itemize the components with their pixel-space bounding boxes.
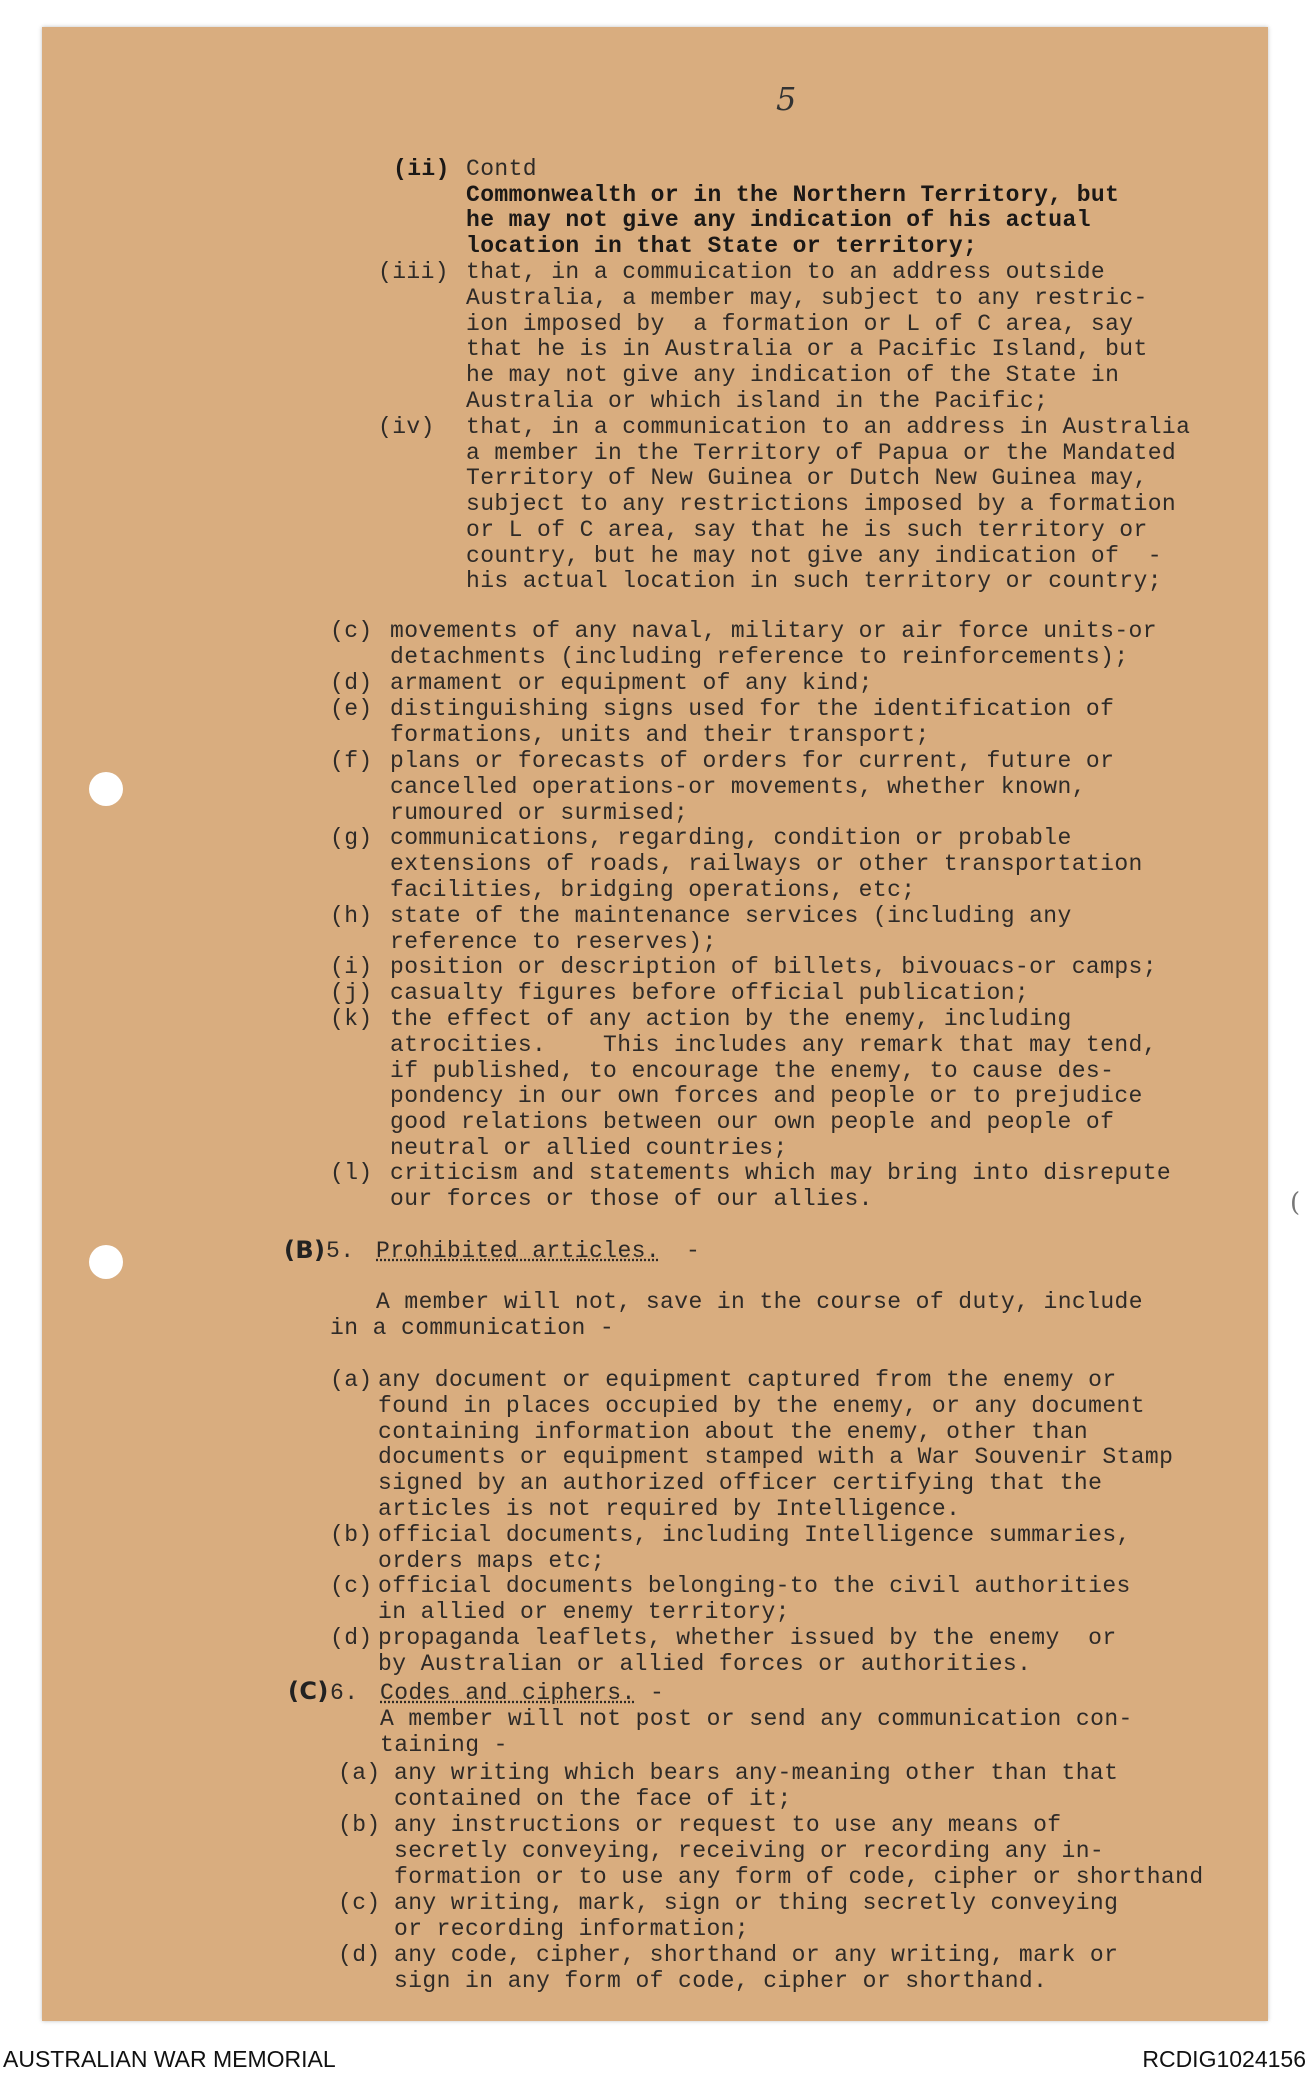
codes-item-line: sign in any form of code, cipher or shorthand. <box>394 1967 1048 1994</box>
prohibited-item-label: (b) <box>330 1522 373 1548</box>
punch-hole-top <box>89 772 123 806</box>
restricted-item-label: (f) <box>330 748 373 774</box>
prohibited-item-line: signed by an authorized officer certifying that the <box>378 1470 1103 1497</box>
para-iv-line: that, in a communication to an address in Australia <box>466 414 1191 440</box>
section-b-number: 5. <box>326 1238 355 1264</box>
restricted-item-line: rumoured or surmised; <box>390 799 689 826</box>
restricted-item-line: facilities, bridging operations, etc; <box>390 876 916 903</box>
prohibited-item-line: official documents belonging-to the civil authorities <box>378 1573 1131 1599</box>
codes-item-line: any writing which bears any-meaning other than that <box>394 1760 1119 1786</box>
prohibited-item-line: documents or equipment stamped with a War Souvenir Stamp <box>378 1444 1174 1471</box>
section-c-intro-line: taining - <box>380 1732 508 1758</box>
codes-item-label: (d) <box>338 1942 381 1968</box>
prohibited-item-line: articles is not required by Intelligence. <box>378 1496 961 1522</box>
restricted-item-label: (g) <box>330 825 373 851</box>
para-iii-line: Australia or which island in the Pacific; <box>466 388 1049 414</box>
section-b-hand-label: (B) <box>284 1236 326 1264</box>
para-iv-line: Territory of New Guinea or Dutch New Guinea may, <box>466 465 1148 492</box>
codes-item-line: formation or to use any form of code, cipher or shorthand <box>394 1863 1204 1890</box>
para-ii-line: he may not give any indication of his actual <box>466 207 1091 233</box>
codes-item-line: or recording information; <box>394 1915 750 1942</box>
prohibited-item-line: orders maps etc; <box>378 1547 606 1574</box>
prohibited-item-line: containing information about the enemy, other than <box>378 1418 1089 1445</box>
para-ii-line: Commonwealth or in the Northern Territory, but <box>466 181 1120 208</box>
restricted-item-line: cancelled operations-or movements, whether known, <box>390 773 1086 800</box>
prohibited-item-label: (a) <box>330 1367 373 1393</box>
section-b-intro-line: A member will not, save in the course of duty, include <box>376 1289 1143 1315</box>
codes-item-label: (c) <box>338 1890 381 1916</box>
section-c-number: 6. <box>330 1680 359 1706</box>
page-number: 5 <box>776 80 797 118</box>
para-iv-line: country, but he may not give any indication of - <box>466 542 1162 569</box>
restricted-item-line: state of the maintenance services (including any <box>390 903 1072 929</box>
section-c-intro-line: A member will not post or send any communication con- <box>380 1706 1133 1732</box>
restricted-item-line: communications, regarding, condition or probable <box>390 825 1072 851</box>
section-b-heading-suffix: - <box>686 1238 701 1264</box>
restricted-item-line: reference to reserves); <box>390 928 717 955</box>
restricted-item-line: distinguishing signs used for the identification of <box>390 696 1115 722</box>
para-iii-line: he may not give any indication of the State in <box>466 362 1120 389</box>
restricted-item-label: (h) <box>330 903 373 929</box>
para-ii-label: (ii) <box>393 156 450 182</box>
para-ii-line: Contd <box>466 156 538 182</box>
para-iii-label: (iii) <box>378 259 450 285</box>
codes-item-label: (b) <box>338 1812 381 1838</box>
codes-item-line: any code, cipher, shorthand or any writing, mark or <box>394 1942 1119 1968</box>
restricted-item-line: the effect of any action by the enemy, including <box>390 1006 1072 1032</box>
restricted-item-line: our forces or those of our allies. <box>390 1185 873 1212</box>
restricted-item-line: plans or forecasts of orders for current, future or <box>390 748 1115 774</box>
footer-institution: AUSTRALIAN WAR MEMORIAL <box>3 2046 336 2072</box>
prohibited-item-label: (d) <box>330 1625 373 1651</box>
section-b-heading: Prohibited articles. <box>376 1238 661 1264</box>
prohibited-item-line: by Australian or allied forces or authorities. <box>378 1650 1032 1677</box>
restricted-item-line: pondency in our own forces and people or to prejudice <box>390 1083 1143 1110</box>
restricted-item-line: extensions of roads, railways or other transportation <box>390 850 1143 877</box>
para-iv-line: his actual location in such territory or country; <box>466 568 1162 595</box>
restricted-item-label: (d) <box>330 670 373 696</box>
prohibited-item-line: found in places occupied by the enemy, or any document <box>378 1392 1145 1419</box>
restricted-item-line: if published, to encourage the enemy, to cause des- <box>390 1057 1115 1084</box>
para-iv-line: or L of C area, say that he is such territory or <box>466 516 1148 543</box>
section-b-intro-line: in a communication - <box>330 1315 615 1341</box>
restricted-item-line: neutral or allied countries; <box>390 1135 788 1161</box>
codes-item-line: contained on the face of it; <box>394 1785 792 1812</box>
restricted-item-label: (k) <box>330 1006 373 1032</box>
restricted-item-line: movements of any naval, military or air force units-or <box>390 618 1157 644</box>
para-iv-line: subject to any restrictions imposed by a formation <box>466 491 1177 518</box>
restricted-item-line: casualty figures before official publication; <box>390 980 1030 1006</box>
footer-record-id: RCDIG1024156 <box>1142 2046 1306 2072</box>
para-iii-line: ion imposed by a formation or L of C area, say <box>466 310 1134 337</box>
restricted-item-label: (j) <box>330 980 373 1006</box>
section-c-heading-suffix: - <box>650 1680 665 1706</box>
restricted-item-line: criticism and statements which may bring into disrepute <box>390 1160 1172 1186</box>
restricted-item-label: (c) <box>330 618 373 644</box>
restricted-item-label: (i) <box>330 954 373 980</box>
codes-item-line: any writing, mark, sign or thing secretly conveying <box>394 1890 1119 1916</box>
prohibited-item-line: any document or equipment captured from the enemy or <box>378 1367 1117 1393</box>
para-iii-line: that, in a commuication to an address outside <box>466 259 1106 285</box>
para-iii-line: that he is in Australia or a Pacific Island, but <box>466 336 1148 363</box>
para-iii-line: Australia, a member may, subject to any restric- <box>466 284 1148 311</box>
restricted-item-label: (e) <box>330 696 373 722</box>
codes-item-line: any instructions or request to use any means of <box>394 1812 1062 1838</box>
pen-mark: ( <box>1290 1188 1301 1218</box>
punch-hole-bottom <box>89 1245 123 1279</box>
restricted-item-line: detachments (including reference to reinforcements); <box>390 643 1129 670</box>
prohibited-item-line: official documents, including Intelligence summaries, <box>378 1522 1131 1548</box>
restricted-item-label: (l) <box>330 1160 373 1186</box>
section-c-heading: Codes and ciphers. <box>380 1680 636 1706</box>
restricted-item-line: position or description of billets, bivouacs-or camps; <box>390 954 1157 980</box>
prohibited-item-line: in allied or enemy territory; <box>378 1598 790 1625</box>
restricted-item-line: good relations between our own people and people of <box>390 1109 1115 1136</box>
para-ii-line: location in that State or territory; <box>466 232 978 259</box>
restricted-item-line: armament or equipment of any kind; <box>390 670 873 696</box>
section-c-hand-label: (C) <box>288 1677 329 1705</box>
codes-item-label: (a) <box>338 1760 381 1786</box>
prohibited-item-line: propaganda leaflets, whether issued by the enemy or <box>378 1625 1117 1651</box>
para-iv-label: (iv) <box>378 414 435 440</box>
restricted-item-line: atrocities. This includes any remark that may tend, <box>390 1031 1157 1058</box>
restricted-item-line: formations, units and their transport; <box>390 721 930 748</box>
prohibited-item-label: (c) <box>330 1573 373 1599</box>
codes-item-line: secretly conveying, receiving or recording any in- <box>394 1837 1105 1864</box>
para-iv-line: a member in the Territory of Papua or the Mandated <box>466 439 1177 466</box>
